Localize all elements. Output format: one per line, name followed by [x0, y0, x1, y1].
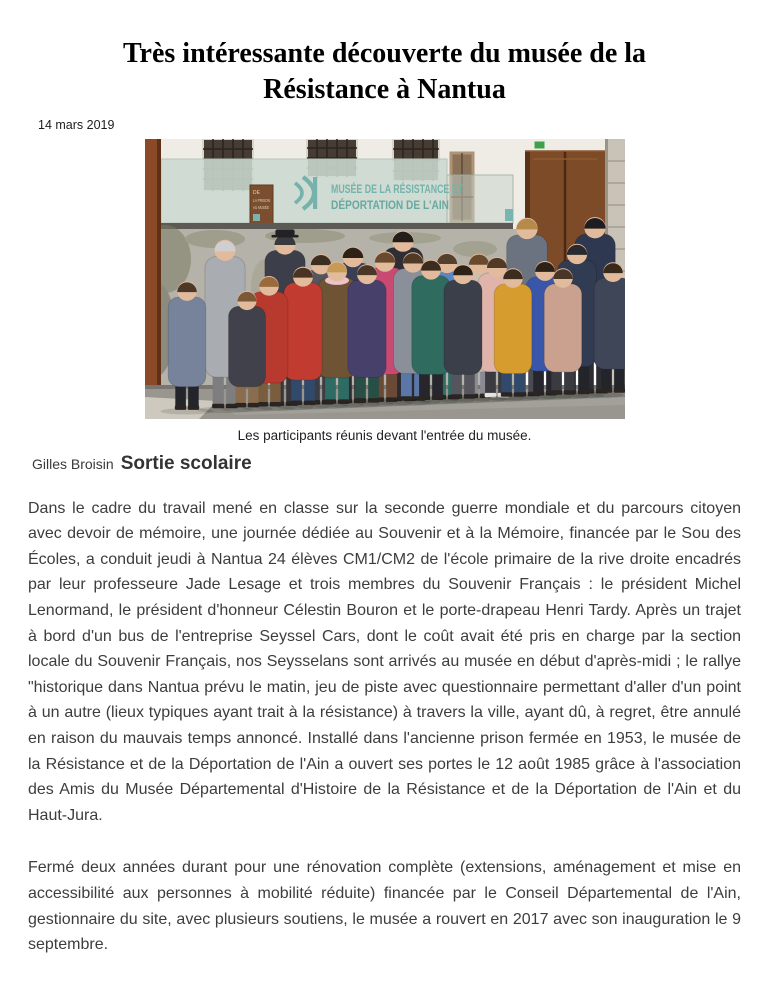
article-body	[28, 496, 741, 958]
byline	[32, 453, 741, 475]
article-date: 14 mars 2019	[38, 117, 115, 132]
plaque-line1: DE	[252, 189, 260, 196]
small-door-label	[505, 209, 513, 221]
article-photo	[145, 139, 625, 419]
museum-group-photo-illustration	[145, 139, 625, 419]
museum-sign-line1: MUSÉE DE LA RÉSISTANCE ET	[330, 181, 511, 196]
banner-ledge	[161, 223, 513, 229]
photo-caption: Les participants réunis devant l'entrée du musée.	[237, 427, 532, 443]
article-kicker: Sortie scolaire	[120, 452, 252, 474]
plaque-line3: AU MUSÉE	[252, 204, 277, 210]
museum-sign-line2: DÉPORTATION DE L'AIN	[330, 197, 471, 212]
exit-sign	[534, 141, 545, 149]
paragraph-1: Dans le cadre du travail mené en classe sur la seconde guerre mondiale et du parcours citoyen avec devoir de mémoire, une journée dédiée au Souvenir et à la Mémoire, financée par le Sou des Écoles, a conduit jeudi à Nantua 24 élèves CM1/CM2 de l'école primaire de la rive droite encadrés par leur professeure Jade Lesage et trois membres du Souvenir Français : le président Michel Lenormand, le président d'honneur Célestin Bouron et le porte-drapeau Henri Tardy. Après un trajet à bord d'un bus de l'entreprise Seyssel Cars, dont le coût avait été pris en charge par la section locale du Souvenir Français, nos Seysselans sont arrivés au musée en début d'après-midi ; le rallye "historique dans Nantua prévu le matin, jeu de piste avec questionnaire permettant d'aller d'un point à un autre (lieux typiques ayant trait à la résistance) à travers la ville, ayant dû, à regret, être annulé en raison du mauvais temps annoncé. Installé dans l'ancienne prison fermée en 1953, le musée de la Résistance et de la Déportation de l'Ain a ouvert ses portes le 12 août 1985 grâce à l'association des Amis du Musée Départemental d'Histoire de la Résistance et de la Déportation de l'Ain et du Haut-Jura.	[28, 499, 741, 824]
museum-plaque	[250, 185, 277, 225]
article-title: Très intéressante découverte du musée de la Résistance à Nantua	[122, 38, 647, 105]
plaque-line2: LA PRISON	[252, 197, 270, 203]
author-name: Gilles Broisin	[32, 455, 114, 472]
paragraph-2: Fermé deux années durant pour une rénovation complète (extensions, aménagement et mise en accessibilité aux personnes à mobilité réduite) financée par le Conseil Départemental de l'Ain, gestionnaire du site, avec plusieurs soutiens, le musée a rouvert en 2017 avec son inauguration le 9 septembre.	[28, 859, 741, 954]
article-page	[0, 36, 769, 1008]
left-rust-wall-edge	[157, 139, 161, 395]
